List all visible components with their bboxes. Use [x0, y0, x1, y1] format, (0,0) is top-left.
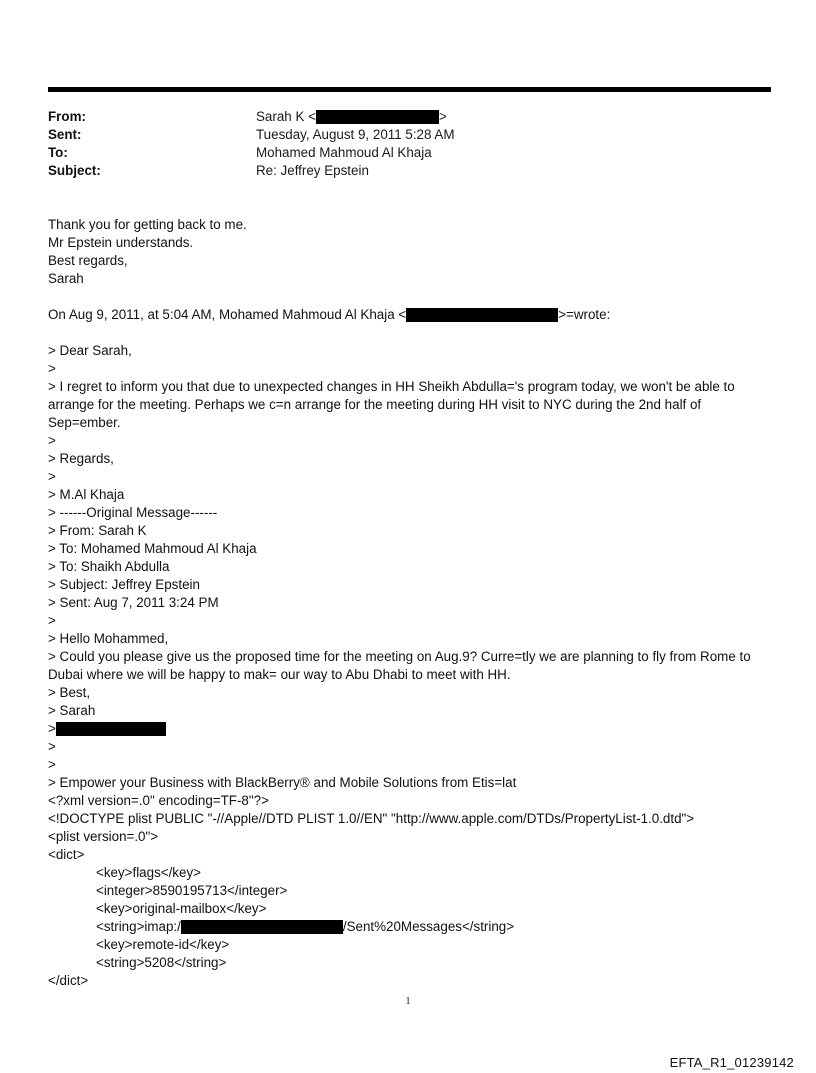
subject-value: Re: Jeffrey Epstein [256, 163, 369, 178]
quoted-line: > From: Sarah K [48, 523, 147, 538]
redaction-box [316, 110, 439, 124]
xml-line: <dict> [48, 847, 85, 862]
body-line: Mr Epstein understands. [48, 235, 194, 250]
quoted-marker: > [48, 721, 56, 736]
wrote-suffix: >=wrote: [558, 307, 611, 322]
quoted-line: > Dear Sarah, [48, 343, 132, 358]
to-value: Mohamed Mahmoud Al Khaja [256, 145, 432, 160]
from-value [256, 108, 447, 126]
xml-line: <key>remote-id</key> [96, 937, 230, 952]
wrote-line [48, 306, 768, 324]
quoted-line: > Empower your Business with BlackBerry® and Mobile Solutions from Etis=lat [48, 775, 517, 790]
to-row [48, 144, 455, 162]
xml-line: <string>5208</string> [96, 955, 227, 970]
xml-line: <integer>8590195713</integer> [96, 883, 288, 898]
sent-value: Tuesday, August 9, 2011 5:28 AM [256, 127, 455, 142]
quoted-line: > Regards, [48, 451, 114, 466]
xml-line: <?xml version=.0" encoding=TF-8"?> [48, 793, 269, 808]
sent-row [48, 126, 455, 144]
xml-line: <plist version=.0"> [48, 829, 159, 844]
body-line: Sarah [48, 271, 84, 286]
bates-number: EFTA_R1_01239142 [669, 1055, 794, 1070]
quoted-line: > To: Shaikh Abdulla [48, 559, 170, 574]
quoted-line: > ------Original Message------ [48, 505, 218, 520]
from-label: From: [48, 109, 86, 124]
quoted-line: > M.Al Khaja [48, 487, 125, 502]
quoted-line: > Sarah [48, 703, 96, 718]
quoted-line: > [48, 757, 56, 772]
email-body [48, 216, 768, 990]
body-line: Best regards, [48, 253, 128, 268]
from-row [48, 108, 455, 126]
xml-line: </dict> [48, 973, 89, 988]
page-number: 1 [405, 996, 411, 1007]
body-line: Thank you for getting back to me. [48, 217, 247, 232]
quoted-line: > I regret to inform you that due to unexpected changes in HH Sheikh Abdulla='s program today, we won't be able to arrange for the meeting. Perhaps we c=n arrange for the meeting during HH visit to NYC during the 2nd half of Sep=ember. [48, 379, 739, 430]
xml-line: <!DOCTYPE plist PUBLIC "-//Apple//DTD PLIST 1.0//EN" "http://www.apple.com/DTDs/PropertyList-1.0.dtd"> [48, 811, 695, 826]
quoted-line: > Sent: Aug 7, 2011 3:24 PM [48, 595, 219, 610]
quoted-line: > [48, 469, 56, 484]
subject-label: Subject: [48, 163, 101, 178]
quoted-line: > To: Mohamed Mahmoud Al Khaja [48, 541, 257, 556]
quoted-line: > [48, 361, 56, 376]
to-label: To: [48, 145, 68, 160]
quoted-line: > Best, [48, 685, 91, 700]
from-value-suffix: > [438, 109, 447, 124]
xml-suffix: /Sent%20Messages</string> [342, 919, 515, 934]
quoted-redacted-line [48, 720, 768, 738]
quoted-line: > Could you please give us the proposed time for the meeting on Aug.9? Curre=tly we are planning to fly from Rome to Dubai where we will be happy to mak= our way to Abu Dhabi to meet with HH. [48, 649, 755, 682]
redaction-box [181, 920, 343, 934]
xml-line: <key>flags</key> [96, 865, 201, 880]
quoted-line: > Hello Mohammed, [48, 631, 169, 646]
wrote-prefix: On Aug 9, 2011, at 5:04 AM, Mohamed Mahmoud Al Khaja < [48, 307, 407, 322]
xml-line: <key>original-mailbox</key> [96, 901, 267, 916]
quoted-line: > Subject: Jeffrey Epstein [48, 577, 200, 592]
from-value-prefix: Sarah K < [256, 109, 316, 124]
subject-row [48, 162, 455, 180]
header-rule [48, 87, 771, 92]
xml-prefix: <string>imap:/ [96, 919, 181, 934]
redaction-box [56, 722, 166, 736]
redaction-box [406, 308, 558, 322]
sent-label: Sent: [48, 127, 82, 142]
email-header [48, 108, 455, 180]
quoted-line: > [48, 739, 56, 754]
xml-redacted-line [48, 918, 768, 936]
quoted-line: > [48, 613, 56, 628]
quoted-line: > [48, 433, 56, 448]
